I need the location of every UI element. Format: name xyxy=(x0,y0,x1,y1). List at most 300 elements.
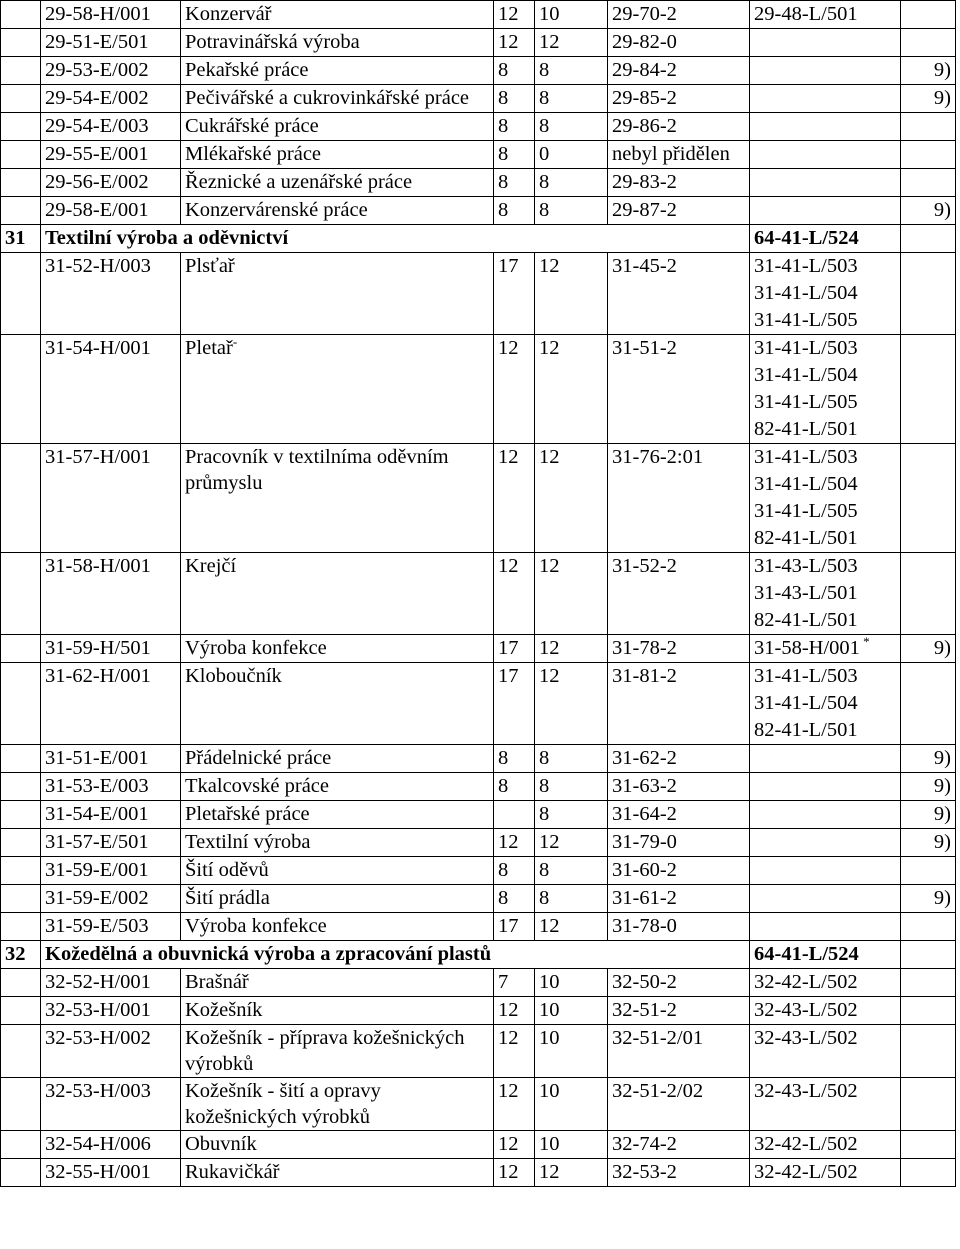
follow-code: 82-41-L/501 xyxy=(754,527,858,549)
code-cell: 29-55-E/001 xyxy=(41,141,181,169)
level-cell: 8 xyxy=(535,801,608,829)
table-row xyxy=(1,1025,956,1078)
level-cell: 10 xyxy=(535,997,608,1025)
level-cell: 8 xyxy=(535,57,608,85)
follow-cell xyxy=(750,829,901,857)
code-cell: 31-62-H/001 xyxy=(41,663,181,745)
section-number: 32 xyxy=(1,941,41,969)
duration-cell: 12 xyxy=(494,1078,535,1131)
name-text: Kloboučník xyxy=(185,665,282,687)
table-row xyxy=(1,1,956,29)
level-cell: 12 xyxy=(535,253,608,335)
section-number: 31 xyxy=(1,225,41,253)
table-row xyxy=(1,29,956,57)
level-cell: 12 xyxy=(535,335,608,444)
follow-code: 32-43-L/502 xyxy=(754,999,858,1021)
note-cell: 9) xyxy=(901,635,956,663)
follow-code: 31-41-L/503 xyxy=(754,665,858,687)
note-cell: 9) xyxy=(901,745,956,773)
empty-cell xyxy=(1,969,41,997)
code-cell: 31-59-H/501 xyxy=(41,635,181,663)
follow-cell xyxy=(750,553,901,635)
code-cell: 32-52-H/001 xyxy=(41,969,181,997)
table-row xyxy=(1,1159,956,1187)
empty-cell xyxy=(1,1078,41,1131)
empty-cell xyxy=(1,335,41,444)
code-cell: 29-51-E/501 xyxy=(41,29,181,57)
table-row xyxy=(1,885,956,913)
name-text: Konzervář xyxy=(185,3,272,25)
code-cell: 32-55-H/001 xyxy=(41,1159,181,1187)
duration-cell: 12 xyxy=(494,829,535,857)
name-cell xyxy=(181,913,494,941)
follow-code: 31-43-L/501 xyxy=(754,582,858,604)
table-row xyxy=(1,553,956,635)
empty-cell xyxy=(1,253,41,335)
follow-cell xyxy=(750,997,901,1025)
name-cell xyxy=(181,141,494,169)
empty-cell xyxy=(1,1,41,29)
level-cell: 12 xyxy=(535,829,608,857)
table-row xyxy=(1,141,956,169)
level-cell: 8 xyxy=(535,197,608,225)
duration-cell: 12 xyxy=(494,1,535,29)
level-cell: 8 xyxy=(535,857,608,885)
old-code-cell: 29-86-2 xyxy=(608,113,750,141)
name-text: Cukrářské práce xyxy=(185,115,319,137)
table-row xyxy=(1,829,956,857)
note-cell: 9) xyxy=(901,57,956,85)
follow-cell xyxy=(750,857,901,885)
duration-cell xyxy=(494,801,535,829)
code-cell: 31-57-H/001 xyxy=(41,444,181,553)
name-text: Výroba konfekce xyxy=(185,637,327,659)
duration-cell: 8 xyxy=(494,857,535,885)
code-cell: 31-59-E/002 xyxy=(41,885,181,913)
table-body xyxy=(1,1,956,1187)
name-cell xyxy=(181,113,494,141)
table-row xyxy=(1,857,956,885)
code-cell: 31-52-H/003 xyxy=(41,253,181,335)
duration-cell: 12 xyxy=(494,553,535,635)
old-code-cell: 31-61-2 xyxy=(608,885,750,913)
duration-cell: 17 xyxy=(494,635,535,663)
old-code-cell: 29-84-2 xyxy=(608,57,750,85)
name-text: Pletařské práce xyxy=(185,803,310,825)
note-cell xyxy=(901,969,956,997)
code-cell: 29-54-E/002 xyxy=(41,85,181,113)
table-row xyxy=(1,1078,956,1131)
table-row xyxy=(1,913,956,941)
note-cell xyxy=(901,997,956,1025)
note-cell xyxy=(901,29,956,57)
code-cell: 29-53-E/002 xyxy=(41,57,181,85)
name-cell xyxy=(181,169,494,197)
level-cell: 10 xyxy=(535,1131,608,1159)
old-code-cell: 29-70-2 xyxy=(608,1,750,29)
old-code-cell: 29-82-0 xyxy=(608,29,750,57)
duration-cell: 12 xyxy=(494,335,535,444)
note-cell xyxy=(901,1025,956,1078)
follow-cell xyxy=(750,1131,901,1159)
table-row xyxy=(1,745,956,773)
level-cell: 10 xyxy=(535,969,608,997)
name-cell xyxy=(181,1159,494,1187)
table-row xyxy=(1,57,956,85)
note-cell: 9) xyxy=(901,773,956,801)
follow-code: 31-41-L/504 xyxy=(754,473,858,495)
follow-cell xyxy=(750,969,901,997)
duration-cell: 8 xyxy=(494,113,535,141)
follow-cell xyxy=(750,885,901,913)
duration-cell: 8 xyxy=(494,197,535,225)
level-cell: 10 xyxy=(535,1,608,29)
code-cell: 31-54-H/001 xyxy=(41,335,181,444)
note-cell xyxy=(901,113,956,141)
level-cell: 12 xyxy=(535,663,608,745)
follow-cell xyxy=(750,85,901,113)
old-code-cell: 31-78-2 xyxy=(608,635,750,663)
table-row xyxy=(1,253,956,335)
table-row xyxy=(1,663,956,745)
follow-code: 82-41-L/501 xyxy=(754,418,858,440)
empty-cell xyxy=(1,635,41,663)
old-code-cell: 32-51-2/01 xyxy=(608,1025,750,1078)
name-text: Kožešník xyxy=(185,999,263,1021)
level-cell: 8 xyxy=(535,113,608,141)
old-code-cell: 31-79-0 xyxy=(608,829,750,857)
empty-cell xyxy=(1,57,41,85)
table-row xyxy=(1,969,956,997)
empty-cell xyxy=(1,1025,41,1078)
follow-cell xyxy=(750,113,901,141)
note-cell xyxy=(901,1078,956,1131)
duration-cell: 12 xyxy=(494,444,535,553)
section-row xyxy=(1,941,956,969)
name-cell xyxy=(181,829,494,857)
note-cell: 9) xyxy=(901,885,956,913)
name-cell xyxy=(181,745,494,773)
section-title: Textilní výroba a oděvnictví xyxy=(41,225,750,253)
follow-code: 31-58-H/001 * xyxy=(754,634,870,659)
follow-code: 32-42-L/502 xyxy=(754,1133,858,1155)
old-code-cell: 31-52-2 xyxy=(608,553,750,635)
name-cell xyxy=(181,801,494,829)
name-text: Kožešník - šití a opravy kožešnických výrobků xyxy=(185,1080,381,1128)
empty-cell xyxy=(1,663,41,745)
name-cell xyxy=(181,635,494,663)
old-code-cell: 31-63-2 xyxy=(608,773,750,801)
note-cell: 9) xyxy=(901,801,956,829)
follow-code: 82-41-L/501 xyxy=(754,609,858,631)
code-cell: 29-58-E/001 xyxy=(41,197,181,225)
name-text: Potravinářská výroba xyxy=(185,31,360,53)
empty-cell xyxy=(1,745,41,773)
code-cell: 31-59-E/503 xyxy=(41,913,181,941)
name-cell xyxy=(181,85,494,113)
follow-code: 31-43-L/503 xyxy=(754,555,858,577)
note-cell xyxy=(901,941,956,969)
duration-cell: 8 xyxy=(494,885,535,913)
follow-cell xyxy=(750,335,901,444)
note-cell xyxy=(901,1,956,29)
old-code-cell: 32-74-2 xyxy=(608,1131,750,1159)
note-cell xyxy=(901,253,956,335)
follow-superscript: * xyxy=(859,634,870,649)
old-code-cell: 29-83-2 xyxy=(608,169,750,197)
name-cell xyxy=(181,997,494,1025)
follow-code: 31-41-L/505 xyxy=(754,391,858,413)
old-code-cell: 32-50-2 xyxy=(608,969,750,997)
note-cell xyxy=(901,141,956,169)
duration-cell: 17 xyxy=(494,913,535,941)
follow-cell xyxy=(750,1159,901,1187)
follow-code: 82-41-L/501 xyxy=(754,719,858,741)
old-code-cell: 32-51-2/02 xyxy=(608,1078,750,1131)
name-cell xyxy=(181,885,494,913)
duration-cell: 12 xyxy=(494,997,535,1025)
note-cell xyxy=(901,913,956,941)
note-cell xyxy=(901,225,956,253)
follow-cell xyxy=(750,169,901,197)
table-row xyxy=(1,85,956,113)
old-code-cell: 31-76-2:01 xyxy=(608,444,750,553)
level-cell: 8 xyxy=(535,745,608,773)
level-cell: 12 xyxy=(535,444,608,553)
level-cell: 12 xyxy=(535,635,608,663)
name-text: Textilní výroba xyxy=(185,831,311,853)
old-code-cell: 31-64-2 xyxy=(608,801,750,829)
follow-cell xyxy=(750,141,901,169)
code-cell: 31-51-E/001 xyxy=(41,745,181,773)
name-text: Plsťař xyxy=(185,255,235,277)
empty-cell xyxy=(1,169,41,197)
note-cell xyxy=(901,553,956,635)
name-text: Šití oděvů xyxy=(185,859,269,881)
old-code-cell: 31-60-2 xyxy=(608,857,750,885)
empty-cell xyxy=(1,444,41,553)
follow-code: 32-42-L/502 xyxy=(754,971,858,993)
note-cell: 9) xyxy=(901,85,956,113)
table-row xyxy=(1,1131,956,1159)
follow-cell xyxy=(750,663,901,745)
duration-cell: 8 xyxy=(494,141,535,169)
empty-cell xyxy=(1,913,41,941)
name-text: Rukavičkář xyxy=(185,1161,280,1183)
empty-cell xyxy=(1,773,41,801)
table-row xyxy=(1,444,956,553)
level-cell: 10 xyxy=(535,1025,608,1078)
name-cell xyxy=(181,1131,494,1159)
follow-cell xyxy=(750,745,901,773)
name-cell xyxy=(181,663,494,745)
name-text: Konzervárenské práce xyxy=(185,199,368,221)
section-row xyxy=(1,225,956,253)
level-cell: 12 xyxy=(535,913,608,941)
code-cell: 31-59-E/001 xyxy=(41,857,181,885)
table-row xyxy=(1,335,956,444)
follow-code: 31-41-L/504 xyxy=(754,282,858,304)
name-text: Výroba konfekce xyxy=(185,915,327,937)
duration-cell: 8 xyxy=(494,85,535,113)
code-cell: 31-54-E/001 xyxy=(41,801,181,829)
empty-cell xyxy=(1,829,41,857)
empty-cell xyxy=(1,113,41,141)
duration-cell: 17 xyxy=(494,253,535,335)
name-text: Pracovník v textilníma oděvním průmyslu xyxy=(185,446,449,494)
follow-cell xyxy=(750,197,901,225)
level-cell: 8 xyxy=(535,169,608,197)
old-code-cell: 29-87-2 xyxy=(608,197,750,225)
level-cell: 12 xyxy=(535,1159,608,1187)
level-cell: 12 xyxy=(535,29,608,57)
follow-cell xyxy=(750,57,901,85)
name-text: Přádelnické práce xyxy=(185,747,332,769)
follow-code: 31-41-L/503 xyxy=(754,446,858,468)
section-follow-code: 64-41-L/524 xyxy=(750,225,901,253)
name-cell xyxy=(181,253,494,335)
code-cell: 29-58-H/001 xyxy=(41,1,181,29)
duration-cell: 17 xyxy=(494,663,535,745)
old-code-cell: 29-85-2 xyxy=(608,85,750,113)
code-cell: 31-58-H/001 xyxy=(41,553,181,635)
follow-code: 31-41-L/504 xyxy=(754,692,858,714)
name-text: Pletař xyxy=(185,337,233,359)
note-cell: 9) xyxy=(901,197,956,225)
note-cell xyxy=(901,663,956,745)
name-text: Brašnář xyxy=(185,971,249,993)
level-cell: 12 xyxy=(535,553,608,635)
table-row xyxy=(1,197,956,225)
name-superscript: - xyxy=(232,334,238,349)
follow-cell xyxy=(750,253,901,335)
duration-cell: 8 xyxy=(494,57,535,85)
note-cell xyxy=(901,1131,956,1159)
note-cell xyxy=(901,335,956,444)
name-text: Kožešník - příprava kožešnických výrobků xyxy=(185,1027,465,1075)
note-cell xyxy=(901,857,956,885)
table-row xyxy=(1,113,956,141)
note-cell xyxy=(901,444,956,553)
name-cell xyxy=(181,857,494,885)
code-cell: 32-54-H/006 xyxy=(41,1131,181,1159)
duration-cell: 12 xyxy=(494,1159,535,1187)
follow-code: 31-41-L/503 xyxy=(754,337,858,359)
duration-cell: 8 xyxy=(494,169,535,197)
old-code-cell: 31-81-2 xyxy=(608,663,750,745)
follow-code: 31-41-L/504 xyxy=(754,364,858,386)
duration-cell: 12 xyxy=(494,1025,535,1078)
follow-code: 31-41-L/503 xyxy=(754,255,858,277)
follow-cell xyxy=(750,801,901,829)
follow-cell xyxy=(750,773,901,801)
code-cell: 32-53-H/001 xyxy=(41,997,181,1025)
name-text: Řeznické a uzenářské práce xyxy=(185,171,413,193)
duration-cell: 12 xyxy=(494,29,535,57)
name-cell xyxy=(181,969,494,997)
section-title: Kožedělná a obuvnická výroba a zpracování plastů xyxy=(41,941,750,969)
old-code-cell: 32-53-2 xyxy=(608,1159,750,1187)
empty-cell xyxy=(1,1131,41,1159)
name-cell xyxy=(181,57,494,85)
old-code-cell: 31-62-2 xyxy=(608,745,750,773)
follow-code: 31-41-L/505 xyxy=(754,309,858,331)
old-code-cell: 32-51-2 xyxy=(608,997,750,1025)
follow-code: 29-48-L/501 xyxy=(754,3,858,25)
follow-code: 32-43-L/502 xyxy=(754,1080,858,1102)
follow-code: 32-43-L/502 xyxy=(754,1027,858,1049)
empty-cell xyxy=(1,885,41,913)
name-cell xyxy=(181,1,494,29)
name-text: Obuvník xyxy=(185,1133,257,1155)
follow-cell xyxy=(750,1025,901,1078)
name-cell xyxy=(181,553,494,635)
code-cell: 29-56-E/002 xyxy=(41,169,181,197)
section-follow-code: 64-41-L/524 xyxy=(750,941,901,969)
name-text: Pekařské práce xyxy=(185,59,309,81)
old-code-cell: 31-51-2 xyxy=(608,335,750,444)
level-cell: 10 xyxy=(535,1078,608,1131)
follow-code: 32-42-L/502 xyxy=(754,1161,858,1183)
empty-cell xyxy=(1,29,41,57)
note-cell: 9) xyxy=(901,829,956,857)
empty-cell xyxy=(1,197,41,225)
name-cell xyxy=(181,335,494,444)
note-cell xyxy=(901,169,956,197)
level-cell: 8 xyxy=(535,885,608,913)
follow-cell xyxy=(750,1,901,29)
name-cell xyxy=(181,1078,494,1131)
name-text: Krejčí xyxy=(185,555,237,577)
follow-cell xyxy=(750,913,901,941)
empty-cell xyxy=(1,801,41,829)
duration-cell: 7 xyxy=(494,969,535,997)
empty-cell xyxy=(1,141,41,169)
name-cell xyxy=(181,773,494,801)
old-code-cell: nebyl přidělen xyxy=(608,141,750,169)
empty-cell xyxy=(1,1159,41,1187)
name-cell xyxy=(181,444,494,553)
follow-cell xyxy=(750,444,901,553)
empty-cell xyxy=(1,997,41,1025)
code-cell: 31-57-E/501 xyxy=(41,829,181,857)
level-cell: 0 xyxy=(535,141,608,169)
duration-cell: 8 xyxy=(494,745,535,773)
old-code-cell: 31-78-0 xyxy=(608,913,750,941)
table-row xyxy=(1,169,956,197)
empty-cell xyxy=(1,857,41,885)
duration-cell: 12 xyxy=(494,1131,535,1159)
code-cell: 31-53-E/003 xyxy=(41,773,181,801)
name-text: Tkalcovské práce xyxy=(185,775,329,797)
name-cell xyxy=(181,29,494,57)
name-text: Pečivářské a cukrovinkářské práce xyxy=(185,87,470,109)
name-cell xyxy=(181,1025,494,1078)
table-row xyxy=(1,801,956,829)
level-cell: 8 xyxy=(535,85,608,113)
name-text: Šití prádla xyxy=(185,887,270,909)
follow-cell xyxy=(750,635,901,663)
table-row xyxy=(1,773,956,801)
level-cell: 8 xyxy=(535,773,608,801)
follow-cell xyxy=(750,1078,901,1131)
code-cell: 32-53-H/003 xyxy=(41,1078,181,1131)
empty-cell xyxy=(1,553,41,635)
follow-cell xyxy=(750,29,901,57)
name-cell xyxy=(181,197,494,225)
table-row xyxy=(1,997,956,1025)
name-text: Mlékařské práce xyxy=(185,143,322,165)
